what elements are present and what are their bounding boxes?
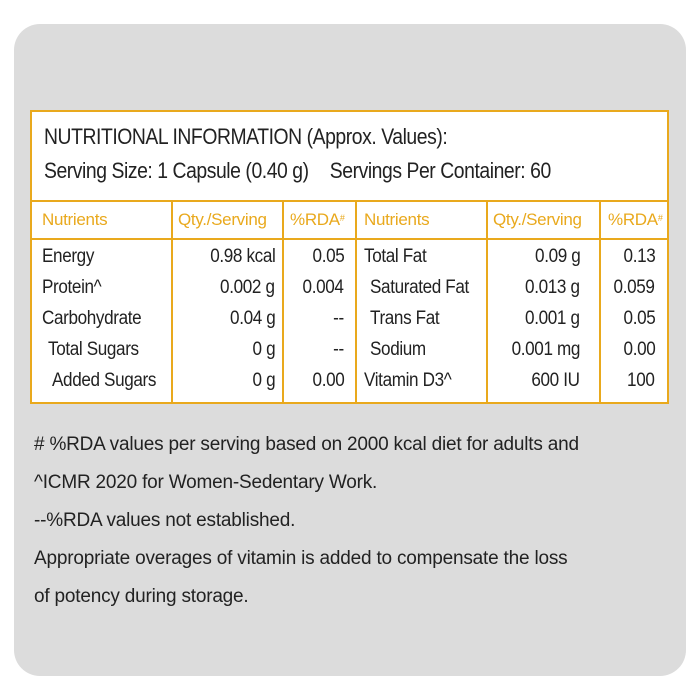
nutrition-label	[30, 110, 669, 404]
nutrient-name: Total Sugars	[48, 339, 139, 360]
nutrient-rda: 100	[627, 370, 655, 391]
nutrient-qty: 0.001 mg	[511, 339, 580, 360]
nutrient-name: Protein^	[42, 277, 102, 298]
servings-per-container: Servings Per Container: 60	[329, 158, 551, 183]
footnote-line: --%RDA values not established.	[34, 510, 296, 531]
nutrient-rda: --	[333, 339, 344, 360]
footnotes	[34, 426, 664, 616]
nutrient-name: Energy	[42, 246, 95, 267]
nutrient-name: Saturated Fat	[370, 277, 469, 298]
nutrient-name: Trans Fat	[370, 308, 440, 329]
rda-mark: #	[657, 213, 663, 223]
nutrient-name: Carbohydrate	[42, 308, 142, 329]
label-title: NUTRITIONAL INFORMATION (Approx. Values):	[44, 124, 448, 149]
column-divider	[599, 202, 601, 404]
nutrition-table	[32, 200, 667, 404]
nutrient-rda: 0.00	[623, 339, 655, 360]
nutrient-rda: 0.13	[623, 246, 655, 267]
nutrient-rda: 0.00	[312, 370, 344, 391]
nutrient-name: Vitamin D3^	[364, 370, 452, 391]
nutrient-qty: 0.04 g	[229, 308, 275, 329]
nutrient-qty: 0.98 kcal	[209, 246, 275, 267]
nutrient-rda: 0.05	[312, 246, 344, 267]
nutrient-qty: 0.001 g	[525, 308, 580, 329]
nutrient-qty: 0.09 g	[534, 246, 580, 267]
nutrient-rda: --	[333, 308, 344, 329]
nutrient-rda: 0.05	[623, 308, 655, 329]
rda-mark: #	[339, 213, 345, 223]
nutrient-name: Total Fat	[364, 246, 427, 267]
col-header-rda-right	[608, 202, 663, 238]
nutrient-rda: 0.004	[303, 277, 344, 298]
rda-label: %RDA	[290, 210, 340, 229]
serving-info	[44, 158, 551, 184]
nutrient-qty: 0 g	[252, 339, 275, 360]
col-header-qty-right: Qty./Serving	[493, 210, 582, 229]
nutrient-qty: 0.013 g	[525, 277, 580, 298]
header-divider	[32, 238, 667, 240]
col-header-nutrients-right: Nutrients	[364, 210, 430, 229]
nutrient-rda: 0.059	[614, 277, 655, 298]
rda-label: %RDA	[608, 210, 658, 229]
nutrient-qty: 600 IU	[531, 370, 580, 391]
nutrient-qty: 0 g	[252, 370, 275, 391]
column-divider	[486, 202, 488, 404]
column-divider	[282, 202, 284, 404]
footnote-line: # %RDA values per serving based on 2000 kcal diet for adults and	[34, 434, 579, 455]
col-header-qty-left: Qty./Serving	[178, 210, 267, 229]
nutrient-qty: 0.002 g	[220, 277, 275, 298]
col-header-rda-left	[290, 202, 345, 238]
footnote-line: of potency during storage.	[34, 586, 249, 607]
serving-size: Serving Size: 1 Capsule (0.40 g)	[44, 158, 309, 183]
footnote-line: Appropriate overages of vitamin is added to compensate the loss	[34, 548, 568, 569]
nutrient-name: Sodium	[370, 339, 426, 360]
nutrient-name: Added Sugars	[52, 370, 157, 391]
column-divider	[355, 202, 357, 404]
footnote-line: ^ICMR 2020 for Women-Sedentary Work.	[34, 472, 378, 493]
col-header-nutrients-left: Nutrients	[42, 210, 108, 229]
column-divider	[171, 202, 173, 404]
